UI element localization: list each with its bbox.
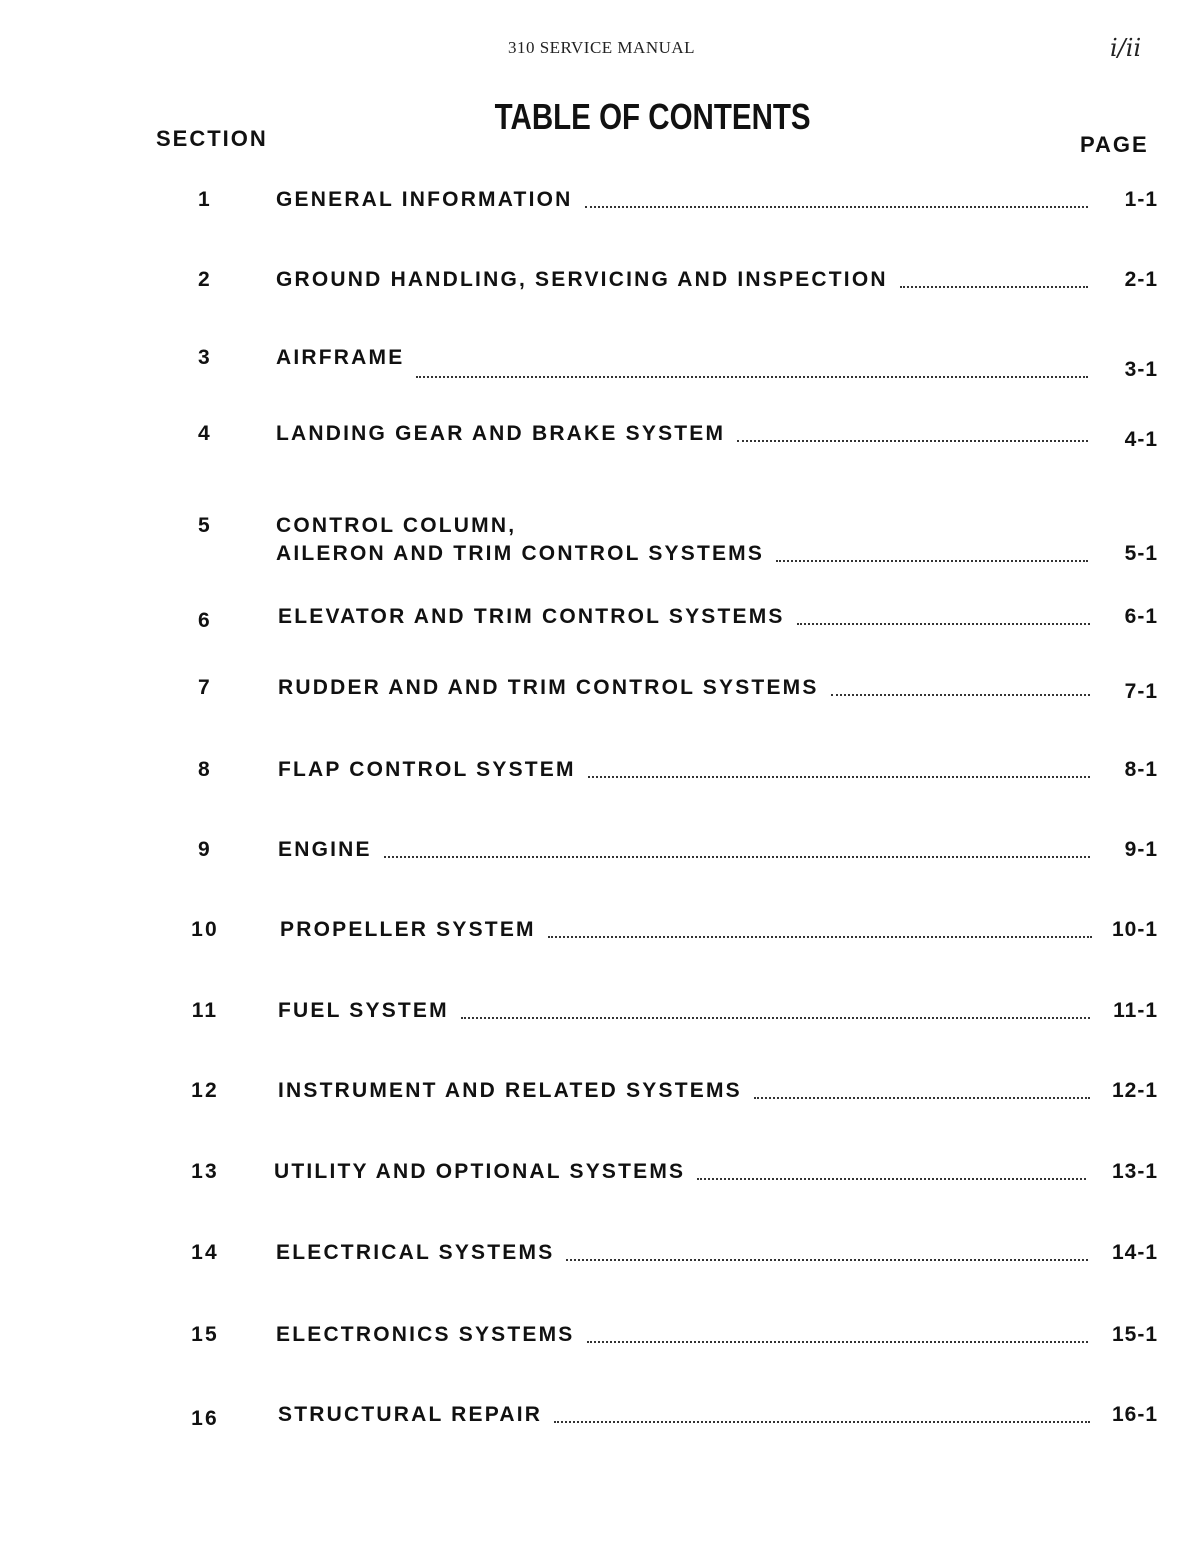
toc-entry[interactable] [0, 422, 1203, 462]
section-number: 13 [191, 1160, 219, 1183]
page-ref: 11-1 [1113, 999, 1158, 1022]
section-title: ENGINE [278, 838, 372, 861]
page-number: i/ii [1110, 34, 1142, 62]
section-column-heading: SECTION [156, 126, 268, 151]
toc-title: TABLE OF CONTENTS [494, 96, 811, 137]
page-column-heading: PAGE [1080, 132, 1149, 157]
toc-entry[interactable] [0, 1241, 1203, 1281]
page-ref: 10-1 [1111, 918, 1158, 941]
page-ref: 13-1 [1111, 1160, 1158, 1183]
section-title: PROPELLER SYSTEM [280, 918, 536, 941]
dot-leader [797, 623, 1090, 625]
entry-title-row [274, 1160, 1086, 1184]
section-title: ELECTRICAL SYSTEMS [276, 1241, 555, 1264]
section-number: 8 [198, 758, 212, 781]
entry-title-row [280, 918, 1092, 942]
page-ref: 12-1 [1111, 1079, 1158, 1102]
toc-entry[interactable] [0, 758, 1203, 798]
section-number: 11 [191, 999, 219, 1022]
section-number: 14 [191, 1241, 219, 1264]
running-header: 310 SERVICE MANUAL [507, 38, 696, 57]
toc-entry[interactable] [0, 514, 1203, 580]
page-ref: 15-1 [1111, 1323, 1158, 1346]
section-number: 12 [191, 1079, 219, 1102]
section-title: INSTRUMENT AND RELATED SYSTEMS [278, 1079, 742, 1102]
section-title: RUDDER AND AND TRIM CONTROL SYSTEMS [278, 676, 819, 699]
section-title: FUEL SYSTEM [278, 999, 449, 1022]
page-ref: 1-1 [1124, 188, 1158, 211]
page-ref: 6-1 [1124, 605, 1158, 628]
section-title: LANDING GEAR AND BRAKE SYSTEM [276, 422, 726, 445]
section-title-line1: CONTROL COLUMN, [276, 514, 517, 537]
dot-leader [737, 440, 1088, 442]
toc-entry[interactable] [0, 188, 1203, 228]
section-title: ELEVATOR AND TRIM CONTROL SYSTEMS [278, 605, 785, 628]
section-number: 15 [191, 1323, 219, 1346]
section-number: 4 [198, 422, 212, 445]
entry-title-row [278, 676, 1090, 700]
toc-entry[interactable] [0, 999, 1203, 1039]
dot-leader [776, 560, 1088, 562]
dot-leader [566, 1259, 1088, 1261]
entry-title-row [276, 188, 1088, 212]
entry-title-row [278, 838, 1090, 862]
page-ref: 5-1 [1124, 542, 1158, 565]
section-title: UTILITY AND OPTIONAL SYSTEMS [274, 1160, 686, 1183]
section-title: AIRFRAME [276, 346, 405, 369]
toc-entry[interactable] [0, 1323, 1203, 1363]
section-number: 3 [198, 346, 212, 369]
page-ref: 14-1 [1111, 1241, 1158, 1264]
entry-title-row [278, 1079, 1090, 1103]
page-ref: 8-1 [1124, 758, 1158, 781]
section-title: GROUND HANDLING, SERVICING AND INSPECTION [276, 268, 888, 291]
page-ref: 4-1 [1124, 428, 1158, 451]
entry-title-row [278, 1403, 1090, 1427]
entry-title-row [276, 268, 1088, 292]
dot-leader [461, 1017, 1090, 1019]
entry-title-row [278, 758, 1090, 782]
toc-entry[interactable] [0, 676, 1203, 716]
dot-leader [554, 1421, 1090, 1423]
section-number: 7 [198, 676, 212, 699]
section-title: STRUCTURAL REPAIR [278, 1403, 543, 1426]
dot-leader [585, 206, 1088, 208]
dot-leader [754, 1097, 1090, 1099]
section-number: 9 [198, 838, 212, 861]
page-ref: 7-1 [1124, 680, 1158, 703]
dot-leader [588, 776, 1090, 778]
entry-title-row [278, 605, 1090, 629]
toc-entry[interactable] [0, 838, 1203, 878]
section-number: 2 [198, 268, 212, 291]
dot-leader [831, 694, 1090, 696]
section-number: 1 [198, 188, 212, 211]
entry-title-row [276, 542, 1088, 566]
toc-entry[interactable] [0, 605, 1203, 645]
toc-entry[interactable] [0, 268, 1203, 308]
toc-entry[interactable] [0, 1403, 1203, 1443]
dot-leader [384, 856, 1090, 858]
page-ref: 9-1 [1124, 838, 1158, 861]
dot-leader [587, 1341, 1089, 1343]
entry-title-row [276, 422, 1088, 446]
section-title: FLAP CONTROL SYSTEM [278, 758, 576, 781]
dot-leader [900, 286, 1088, 288]
toc-entry[interactable] [0, 1079, 1203, 1119]
entry-title-row [276, 346, 1088, 370]
dot-leader [416, 376, 1088, 378]
toc-entry[interactable] [0, 918, 1203, 958]
section-number: 6 [198, 609, 212, 632]
page-ref: 16-1 [1111, 1403, 1158, 1426]
toc-entry[interactable] [0, 1160, 1203, 1200]
section-number: 10 [191, 918, 219, 941]
entry-title-row [276, 1323, 1088, 1347]
toc-entry[interactable] [0, 346, 1203, 386]
entry-title-row [278, 999, 1090, 1023]
page-ref: 3-1 [1124, 358, 1158, 381]
page-ref: 2-1 [1124, 268, 1158, 291]
section-title: ELECTRONICS SYSTEMS [276, 1323, 575, 1346]
section-number: 16 [191, 1407, 219, 1430]
section-number: 5 [198, 514, 212, 537]
dot-leader [548, 936, 1092, 938]
section-title: AILERON AND TRIM CONTROL SYSTEMS [276, 542, 765, 565]
dot-leader [697, 1178, 1086, 1180]
entry-title-row [276, 1241, 1088, 1265]
section-title: GENERAL INFORMATION [276, 188, 573, 211]
